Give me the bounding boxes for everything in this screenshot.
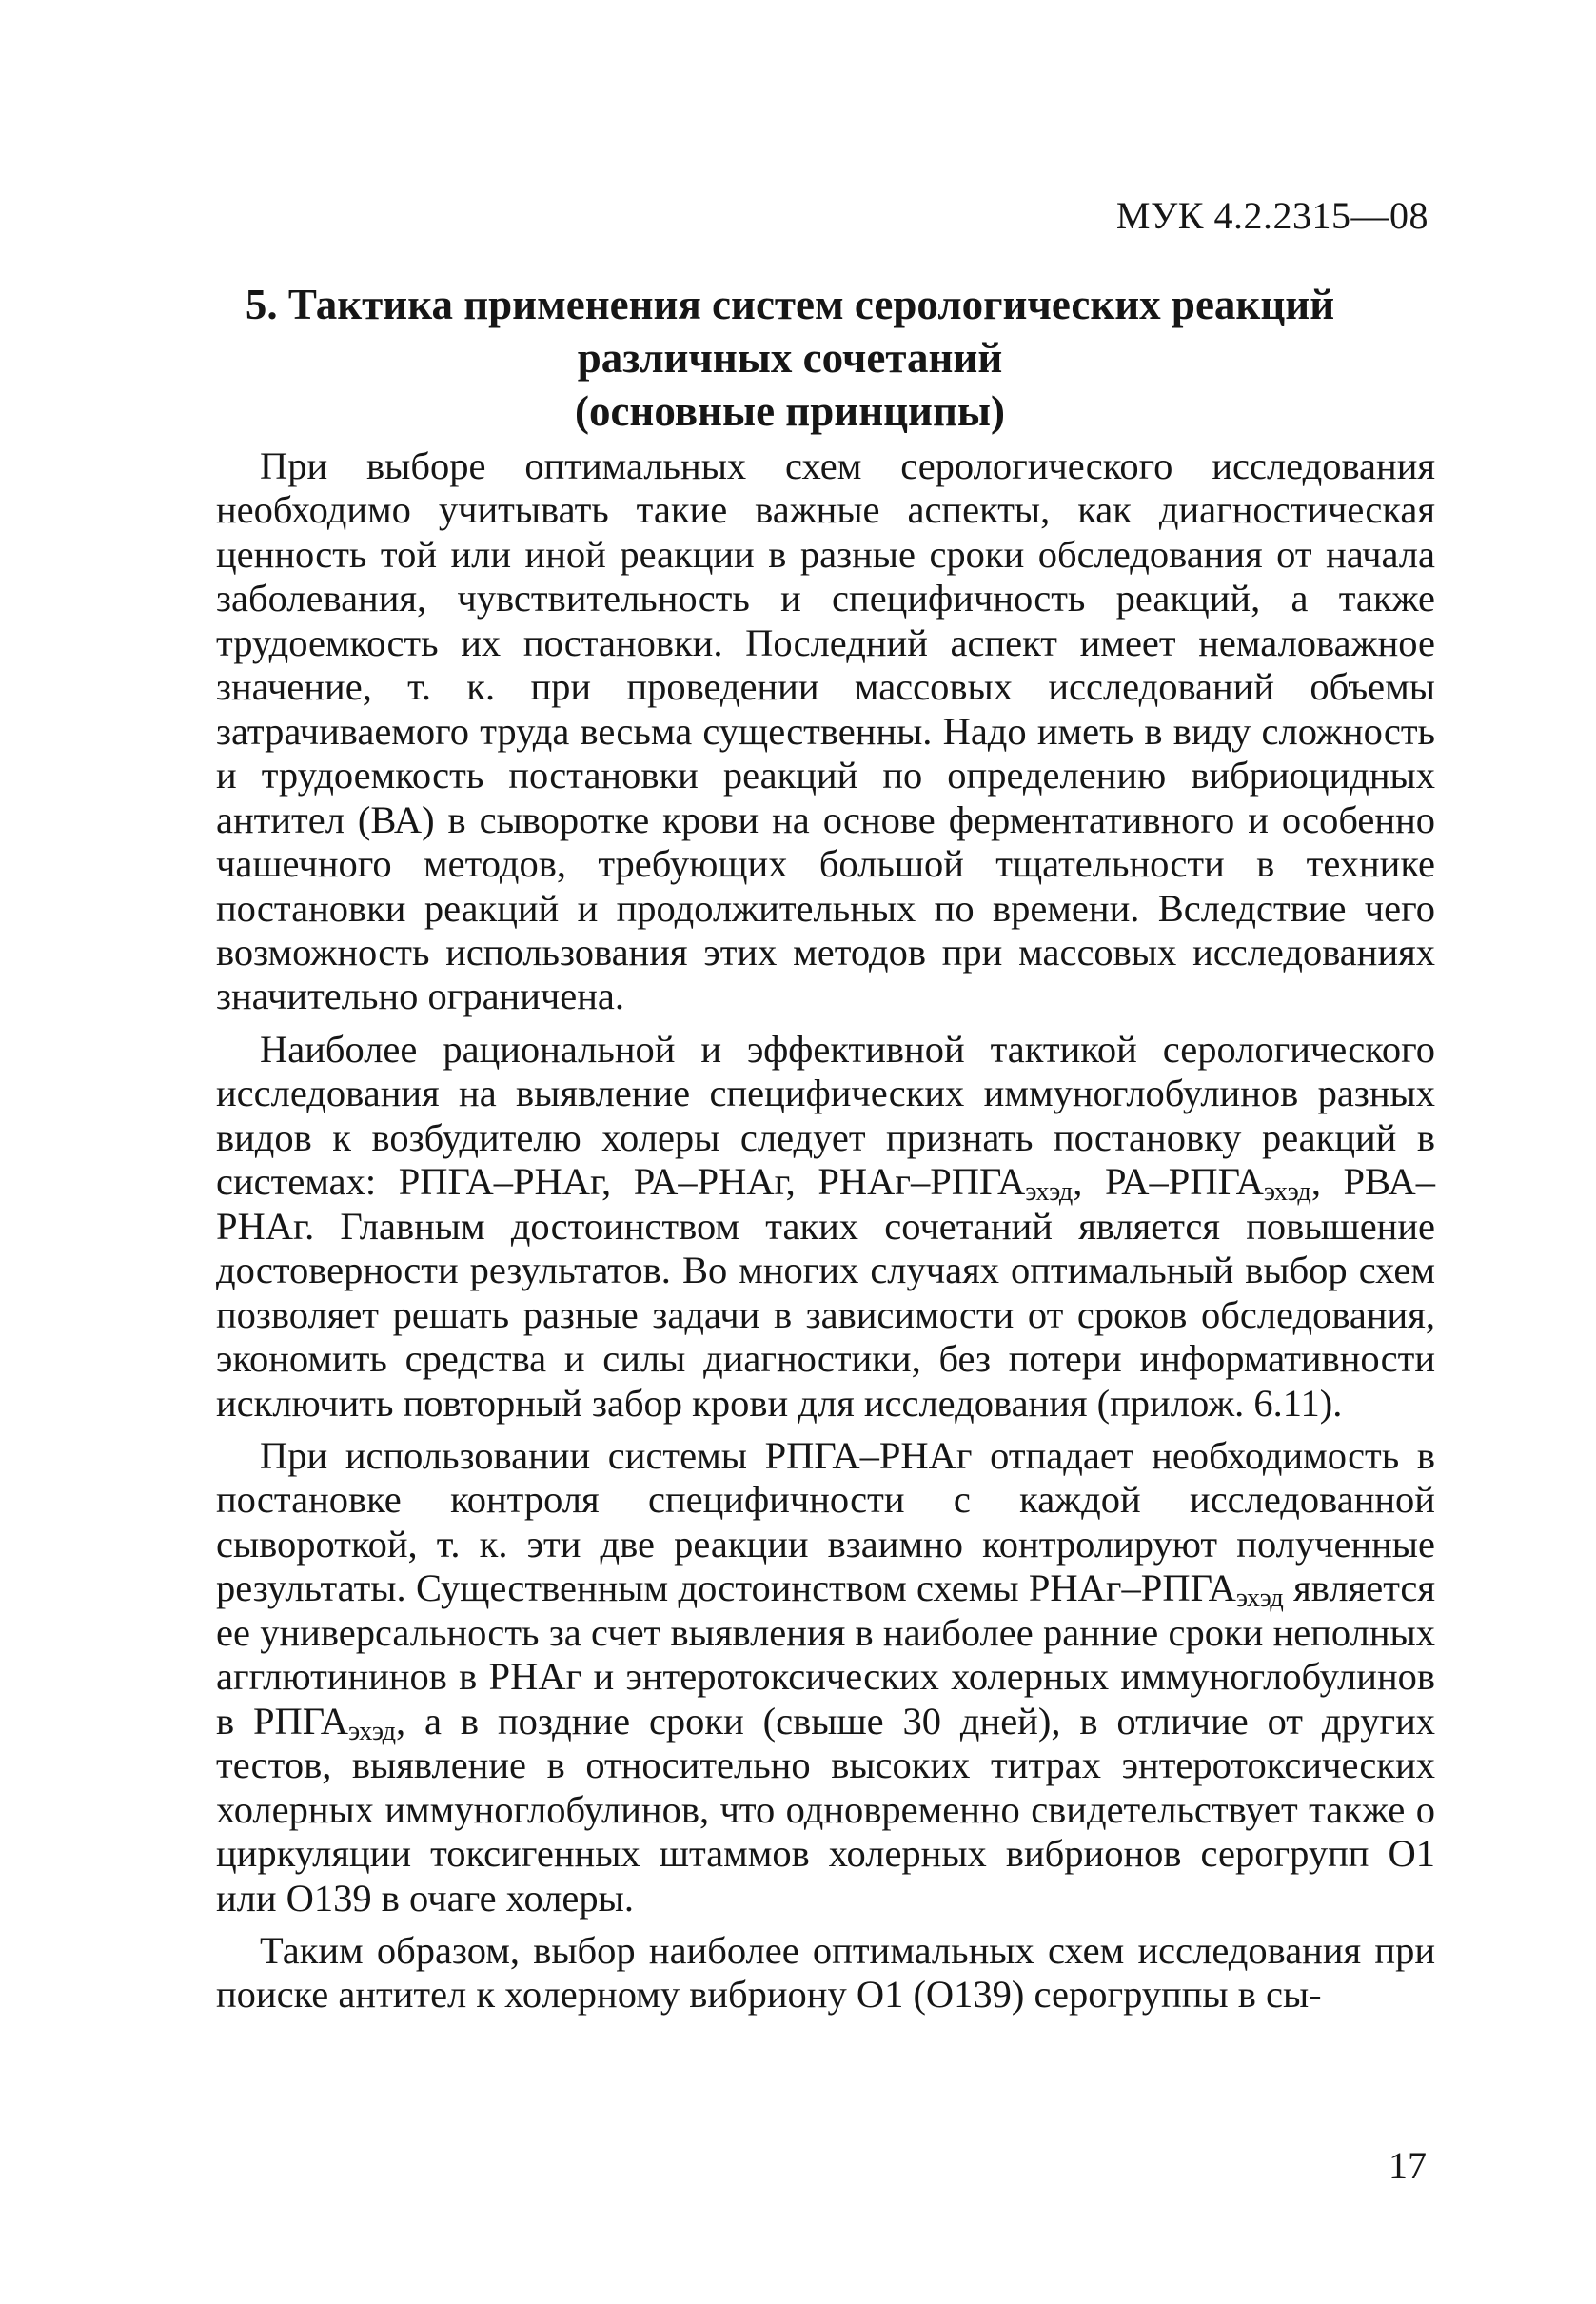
paragraph-text: При выборе оптимальных схем серологического исследования необходимо учитывать такие важные аспекты, как диагностическая ценность той или иной реакции в разные сроки обследования от начала заболевания, чувствительность и специфичность реакций, а также трудоемкость их постановки. Последний аспект имеет немаловажное значение, т. к. при проведении массовых исследований объемы затрачиваемого труда весьма существенны. Надо иметь в виду сложность и трудоемкость постановки реакций по определению вибриоцидных антител (ВА) в сыворотке крови на основе ферментативного и особенно чашечного методов, требующих большой тщательности в технике постановки реакций и продолжительных по времени. Вследствие чего возможность использования этих методов при массовых исследованиях значительно ограничена. [216,444,1435,1018]
running-head: МУК 4.2.2315—08 [1115,194,1429,237]
section-heading [171,278,1409,438]
body-paragraph [216,444,1435,1019]
body-paragraph [216,1929,1435,2018]
body-paragraph [216,1434,1435,1920]
paragraph-text: Наиболее рациональной и эффективной тактикой серологического исследования на выявление специфических иммуноглобулинов разных видов к возбудителю холеры следует признать постановку реакций в системах: РПГА–РНАг, РА–РНАг, РНАг–РПГА [216,1027,1435,1204]
body-paragraph [216,1028,1435,1426]
paragraph-text: , РА–РПГА [1073,1160,1264,1204]
paragraph-text: , а в поздние сроки (свыше 30 дней), в отличие от других тестов, выявление в относительно высоких титрах энтеротоксических холерных иммуноглобулинов, что одновременно свидетельствует также о циркуляции токсигенных штаммов холерных вибрионов серогрупп О1 или О139 в очаге холеры. [216,1699,1435,1920]
body-text [216,444,1435,2018]
section-heading-line: различных сочетаний [577,334,1003,382]
paragraph-text: Таким образом, выбор наиболее оптимальных схем исследования при поиске антител к холерному вибриону О1 (О139) серогруппы в сы- [216,1928,1435,2017]
paragraph-text: , РВА–РНАг. Главным достоинством таких сочетаний является повышение достоверности результатов. Во многих случаях оптимальный выбор схем позволяет решать разные задачи в зависимости от сроков обследования, экономить средства и силы диагностики, без потери информативности исключить повторный забор крови для исследования (прилож. 6.11). [216,1160,1435,1425]
subscript-text: эхэд [1235,1584,1284,1614]
section-heading-line: 5. Тактика применения систем серологических реакций [245,281,1335,328]
paragraph-text: При использовании системы РПГА–РНАг отпадает необходимость в постановке контроля специфичности с каждой исследованной сывороткой, т. к. эти две реакции взаимно контролируют полученные результаты. Существенным достоинством схемы РНАг–РПГА [216,1433,1435,1610]
page-number: 17 [1389,2144,1427,2187]
section-heading-line: (основные принципы) [574,387,1006,435]
subscript-text: эхэд [348,1716,397,1746]
subscript-text: эхэд [1025,1177,1074,1208]
paragraph-text: является ее универсальность за счет выявления в наиболее ранние сроки неполных агглютининов в РНАг и энтеротоксических холерных иммуноглобулинов в РПГА [216,1566,1435,1743]
subscript-text: эхэд [1263,1177,1311,1208]
